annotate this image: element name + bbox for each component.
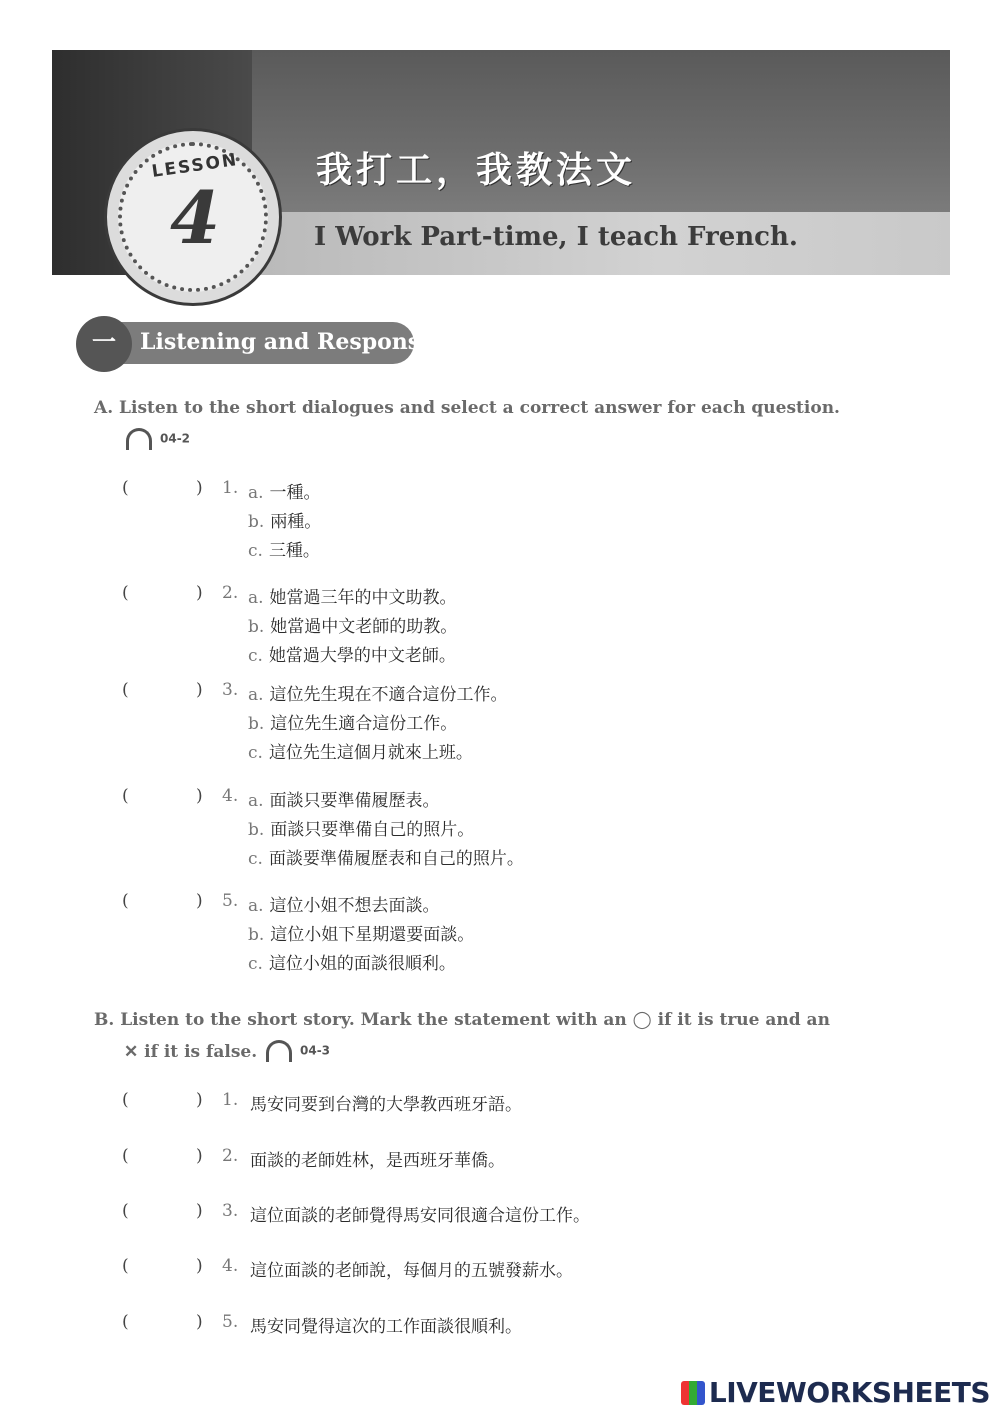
option-text: 她當過大學的中文老師。 <box>268 646 456 666</box>
option-letter: c. <box>248 541 263 561</box>
option-text: 面談要準備履歷表和自己的照片。 <box>268 849 524 869</box>
option-text: 這位先生這個月就來上班。 <box>268 743 473 763</box>
lesson-number: 4 <box>169 175 221 260</box>
question-number: 3. <box>222 680 239 700</box>
option-text: 她當過三年的中文助教。 <box>269 588 457 608</box>
liveworksheets-logo-icon <box>681 1381 705 1405</box>
answer-option <box>248 738 473 763</box>
option-letter: a. <box>248 685 264 705</box>
question-number: 2. <box>222 583 239 603</box>
part-b-audio-code: 04-3 <box>300 1043 331 1058</box>
option-letter: c. <box>248 743 263 763</box>
option-text: 一種。 <box>269 483 321 503</box>
option-text: 這位小姐的面談很順利。 <box>268 954 456 974</box>
part-a-audio[interactable] <box>126 428 190 450</box>
option-text: 這位小姐下星期還要面談。 <box>270 925 475 945</box>
lesson-title-chinese: 我打工，我教法文 <box>316 149 637 191</box>
liveworksheets-logo <box>681 1376 990 1409</box>
option-text: 兩種。 <box>270 512 322 532</box>
section-number: 一 <box>92 327 116 356</box>
answer-paren-open: ( <box>122 1312 129 1332</box>
part-a-instruction: A. Listen to the short dialogues and select a correct answer for each question. <box>94 398 840 418</box>
answer-paren-open: ( <box>122 478 129 498</box>
option-letter: a. <box>248 791 264 811</box>
statement-number: 5. <box>222 1312 239 1332</box>
answer-paren-open: ( <box>122 680 129 700</box>
answer-blank[interactable] <box>136 1254 192 1278</box>
question-number: 5. <box>222 891 239 911</box>
answer-paren-open: ( <box>122 891 129 911</box>
statement-number: 2. <box>222 1146 239 1166</box>
option-letter: c. <box>248 954 263 974</box>
answer-blank[interactable] <box>136 1144 192 1168</box>
answer-paren-close: ) <box>196 1146 203 1166</box>
option-text: 這位小姐不想去面談。 <box>269 896 440 916</box>
option-letter: b. <box>248 512 265 532</box>
option-letter: c. <box>248 849 263 869</box>
statement-text: 馬安同要到台灣的大學教西班牙語。 <box>250 1095 522 1115</box>
answer-paren-close: ) <box>196 1312 203 1332</box>
statement-number: 3. <box>222 1201 239 1221</box>
option-text: 面談只要準備自己的照片。 <box>270 820 475 840</box>
answer-option <box>248 680 508 705</box>
answer-option <box>248 536 320 561</box>
answer-blank[interactable] <box>136 476 192 500</box>
lesson-label: LESSON <box>150 150 240 182</box>
answer-blank[interactable] <box>136 581 192 605</box>
option-text: 三種。 <box>268 541 320 561</box>
option-letter: c. <box>248 646 263 666</box>
statement-text: 這位面談的老師覺得馬安同很適合這份工作。 <box>250 1206 590 1226</box>
answer-paren-open: ( <box>122 786 129 806</box>
answer-blank[interactable] <box>136 678 192 702</box>
option-letter: b. <box>248 820 265 840</box>
footer-brand: LIVEWORKSHEETS <box>708 1376 990 1409</box>
lesson-title-english: I Work Part-time, I teach French. <box>314 222 798 252</box>
answer-option <box>248 844 524 869</box>
statement-text: 這位面談的老師說，每個月的五號發薪水。 <box>250 1261 573 1281</box>
answer-blank[interactable] <box>136 1199 192 1223</box>
question-number: 1. <box>222 478 239 498</box>
answer-paren-open: ( <box>122 583 129 603</box>
answer-option <box>248 891 440 916</box>
option-letter: b. <box>248 617 265 637</box>
option-text: 她當過中文老師的助教。 <box>270 617 458 637</box>
option-letter: b. <box>248 925 265 945</box>
option-text: 面談只要準備履歷表。 <box>269 791 440 811</box>
answer-paren-open: ( <box>122 1090 129 1110</box>
answer-paren-close: ) <box>196 1256 203 1276</box>
answer-paren-close: ) <box>196 478 203 498</box>
answer-paren-close: ) <box>196 891 203 911</box>
answer-paren-close: ) <box>196 1201 203 1221</box>
answer-paren-close: ) <box>196 786 203 806</box>
part-b-audio[interactable] <box>266 1040 330 1062</box>
answer-option <box>248 815 474 840</box>
option-letter: a. <box>248 588 264 608</box>
answer-option <box>248 478 321 503</box>
option-text: 這位先生適合這份工作。 <box>270 714 458 734</box>
answer-option <box>248 641 456 666</box>
answer-option <box>248 786 440 811</box>
part-b-instruction-line2: ✕ if it is false. <box>124 1042 258 1062</box>
answer-paren-open: ( <box>122 1256 129 1276</box>
option-text: 這位先生現在不適合這份工作。 <box>269 685 508 705</box>
answer-option <box>248 507 321 532</box>
answer-paren-close: ) <box>196 680 203 700</box>
answer-blank[interactable] <box>136 1310 192 1334</box>
headphones-icon <box>266 1040 292 1062</box>
part-b-instruction-line1: B. Listen to the short story. Mark the statement with an ◯ if it is true and an <box>94 1010 830 1030</box>
answer-option <box>248 949 456 974</box>
answer-option <box>248 583 457 608</box>
answer-option <box>248 709 457 734</box>
statement-text: 面談的老師姓林，是西班牙華僑。 <box>250 1151 505 1171</box>
answer-option <box>248 612 457 637</box>
answer-paren-close: ) <box>196 1090 203 1110</box>
answer-blank[interactable] <box>136 889 192 913</box>
option-letter: a. <box>248 483 264 503</box>
answer-paren-open: ( <box>122 1146 129 1166</box>
answer-paren-close: ) <box>196 583 203 603</box>
option-letter: b. <box>248 714 265 734</box>
question-number: 4. <box>222 786 239 806</box>
answer-blank[interactable] <box>136 784 192 808</box>
answer-blank[interactable] <box>136 1088 192 1112</box>
answer-paren-open: ( <box>122 1201 129 1221</box>
option-letter: a. <box>248 896 264 916</box>
section-title: Listening and Response <box>140 329 435 355</box>
statement-number: 4. <box>222 1256 239 1276</box>
headphones-icon <box>126 428 152 450</box>
answer-option <box>248 920 474 945</box>
statement-text: 馬安同覺得這次的工作面談很順利。 <box>250 1317 522 1337</box>
part-a-audio-code: 04-2 <box>160 431 191 446</box>
statement-number: 1. <box>222 1090 239 1110</box>
